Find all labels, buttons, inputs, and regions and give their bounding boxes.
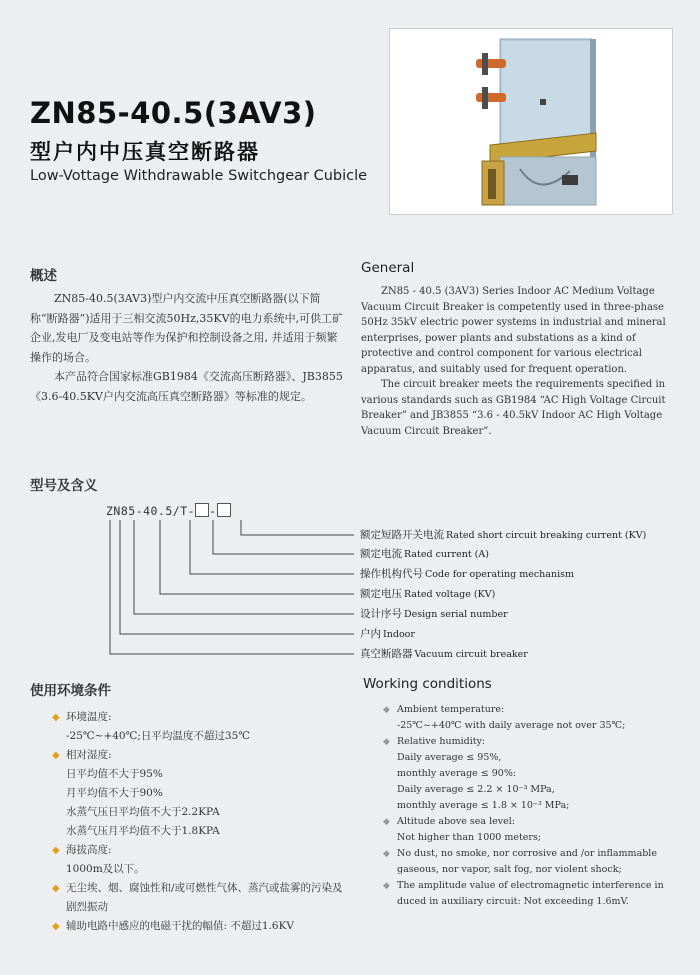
model-title: ZN85-40.5(3AV3) (30, 96, 317, 130)
bullet-icon: ◆ (383, 705, 390, 715)
legend-cn: 额定电压 (360, 588, 402, 600)
humidity-label: 相对湿度: (66, 749, 112, 761)
humidity-value: monthly average ≤ 1.8 × 10⁻³ MPa; (397, 800, 570, 811)
list-item (52, 841, 352, 879)
working-conditions-heading-en: Working conditions (363, 676, 492, 692)
humidity-value: 水蒸气压日平均值不大于2.2KPA (66, 806, 220, 818)
legend-cn: 设计序号 (360, 608, 402, 620)
legend-operating-mechanism (360, 565, 574, 583)
model-meaning-heading: 型号及含义 (30, 478, 98, 494)
bullet-icon: ◆ (383, 881, 390, 891)
humidity-value: 日平均值不大于95% (66, 768, 163, 780)
altitude-value: Not higher than 1000 meters; (397, 832, 542, 843)
temperature-value: -25℃~+40℃ with daily average not over 35℃; (397, 720, 626, 731)
legend-en: Code for operating mechanism (425, 569, 574, 580)
legend-rated-current (360, 545, 489, 563)
general-heading-en: General (361, 260, 415, 276)
chinese-title: 型户内中压真空断路器 (30, 140, 260, 164)
legend-en: Rated current (A) (404, 549, 489, 560)
list-item (52, 708, 352, 746)
working-conditions-list-cn (52, 708, 352, 936)
list-item (383, 878, 683, 910)
interference-text: The amplitude value of electromagnetic interference in duced in auxiliary circuit: Not exceeding 1.6mV. (397, 880, 664, 907)
legend-cn: 户内 (360, 628, 381, 640)
bullet-icon: ◆ (52, 883, 60, 894)
legend-design-serial (360, 605, 508, 623)
humidity-label: Relative humidity: (397, 736, 486, 747)
interference-text: 辅助电路中感应的电磁干扰的幅值: 不超过1.6KV (66, 920, 294, 932)
legend-rated-breaking-current (360, 526, 646, 544)
legend-indoor (360, 625, 415, 643)
legend-en: Rated short circuit breaking current (KV) (446, 530, 647, 541)
altitude-label: 海拔高度: (66, 844, 112, 856)
temperature-label: Ambient temperature: (397, 704, 505, 715)
legend-cn: 额定短路开关电流 (360, 529, 444, 541)
general-paragraph: ZN85-40.5(3AV3)型户内交流中压真空断路器(以下简称“断路器”)适用于三相交流50Hz,35KV的电力系统中,可供工矿企业,发电厂及变电站等作为保护和控制设备之用, 并适用于频繁操作的场合。 (30, 292, 344, 364)
general-paragraph: 本产品符合国家标准GB1984《交流高压断路器》、JB3855《3.6-40.5KV户内交流高压真空断路器》等标准的规定。 (30, 370, 343, 403)
no-dust-text: 无尘埃、烟、腐蚀性和/或可燃性气体、蒸汽或盐雾的污染及剧烈振动 (66, 882, 343, 913)
general-paragraph: The circuit breaker meets the requirements specified in various standards such as GB1984 “AC High Voltage Circuit Breaker” and JB3855 “3.6 - 40.5kV Indoor AC High Voltage Vacuum Circuit Breaker”. (361, 379, 666, 437)
legend-cn: 额定电流 (360, 548, 402, 560)
humidity-value: monthly average ≤ 90%: (397, 768, 517, 779)
altitude-label: Altitude above sea level: (397, 816, 515, 827)
list-item (383, 734, 683, 814)
general-paragraph: ZN85 - 40.5 (3AV3) Series Indoor AC Medium Voltage Vacuum Circuit Breaker is competently used in three-phase 50Hz 35kV electric power systems in industrial and mineral enterprises, power plants and substations as a kind of protective and control component for various electrical apparatus, and suitably used for frequent operation. (361, 286, 666, 375)
legend-cn: 操作机构代号 (360, 568, 423, 580)
general-heading-cn: 概述 (30, 268, 57, 284)
bullet-icon: ◆ (52, 845, 60, 856)
legend-en: Indoor (383, 629, 415, 640)
bullet-icon: ◆ (52, 712, 60, 723)
model-code-separator: - (209, 504, 217, 518)
working-conditions-list-en (383, 702, 683, 910)
bullet-icon: ◆ (383, 849, 390, 859)
humidity-value: 月平均值不大于90% (66, 787, 163, 799)
temperature-value: -25℃~+40℃;日平均温度不超过35℃ (66, 730, 251, 742)
list-item (52, 917, 352, 936)
legend-vacuum-circuit-breaker (360, 645, 528, 663)
legend-en: Rated voltage (KV) (404, 589, 496, 600)
english-title: Low-Vottage Withdrawable Switchgear Cubicle (30, 168, 368, 184)
altitude-value: 1000m及以下。 (66, 863, 145, 875)
working-conditions-heading-cn: 使用环境条件 (30, 683, 111, 699)
legend-en: Vacuum circuit breaker (414, 649, 528, 660)
bullet-icon: ◆ (383, 737, 390, 747)
list-item (52, 746, 352, 841)
legend-en: Design serial number (404, 609, 508, 620)
list-item (383, 702, 683, 734)
list-item (383, 846, 683, 878)
legend-rated-voltage (360, 585, 495, 603)
model-code-prefix: ZN85-40.5/T- (106, 504, 196, 518)
list-item (52, 879, 352, 917)
humidity-value: 水蒸气压月平均值不大于1.8KPA (66, 825, 220, 837)
temperature-label: 环境温度: (66, 711, 112, 723)
legend-cn: 真空断路器 (360, 648, 413, 660)
bullet-icon: ◆ (52, 921, 60, 932)
bullet-icon: ◆ (383, 817, 390, 827)
list-item (383, 814, 683, 846)
no-dust-text: No dust, no smoke, nor corrosive and /or inflammable gaseous, nor vapor, salt fog, nor violent shock; (397, 848, 657, 875)
bullet-icon: ◆ (52, 750, 60, 761)
humidity-value: Daily average ≤ 95%, (397, 752, 502, 763)
humidity-value: Daily average ≤ 2.2 × 10⁻³ MPa, (397, 784, 555, 795)
